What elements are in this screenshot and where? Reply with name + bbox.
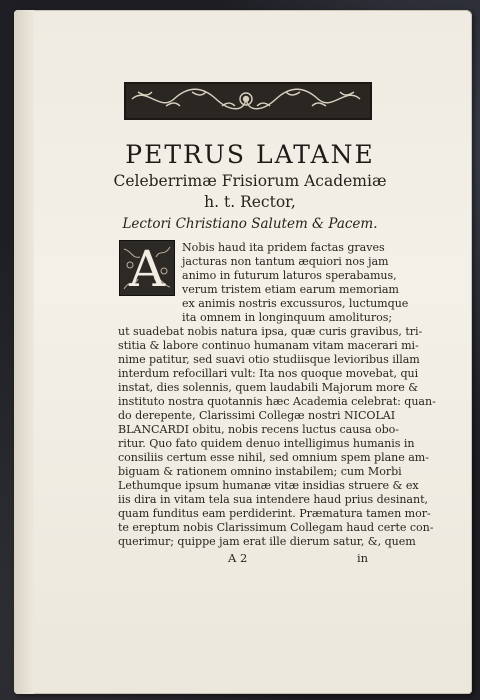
body-line: nime patitur, sed suavi otio studiisque levioribus illam: [118, 353, 420, 366]
body-line: interdum refocillari vult: Ita nos quoque movebat, qui: [118, 367, 419, 380]
page-gutter: [14, 10, 34, 694]
body-line: do derepente, Clarissimi Collegæ nostri NICOLAI: [118, 409, 396, 422]
page-title: PETRUS LATANE: [125, 140, 375, 169]
decorated-initial: [119, 240, 175, 296]
body-line: querimur; quippe jam erat ille dierum satur, &, quem: [118, 535, 416, 548]
body-line: te ereptum nobis Clarissimum Collegam haud certe con-: [118, 521, 434, 534]
body-line: biguam & rationem omnino instabilem; cum Morbi: [118, 465, 402, 478]
title-subtitle: Celeberrimæ Frisiorum Academiæ: [113, 172, 387, 190]
body-line: animo in futurum laturos sperabamus,: [182, 269, 397, 282]
ornamental-headpiece: [124, 82, 372, 120]
salutation-line: Lectori Christiano Salutem & Pacem.: [122, 216, 378, 232]
body-line: verum tristem etiam earum memoriam: [182, 283, 399, 296]
body-line: ritur. Quo fato quidem denuo intelligimus humanis in: [118, 437, 415, 450]
body-line: quam funditus eam perdiderint. Præmatura tamen mor-: [118, 507, 431, 520]
body-line: instat, dies solennis, quem laudabili Majorum more &: [118, 381, 419, 394]
body-line: BLANCARDI obitu, nobis recens luctus causa obo-: [118, 423, 399, 436]
body-line: jacturas non tantum æquiori nos jam: [182, 255, 389, 268]
body-line: stitia & labore continuo humanam vitam macerari mi-: [118, 339, 419, 352]
body-line: Lethumque ipsum humanæ vitæ insidias struere & ex: [118, 479, 419, 492]
catchword: in: [357, 551, 369, 565]
body-line: iis dira in vitam tela sua intendere haud prius desinant,: [118, 493, 428, 506]
initial-letter: A: [128, 240, 166, 298]
body-line: ex animis nostris excussuros, luctumque: [182, 297, 409, 310]
body-line: ita omnem in longinquum amolituros;: [182, 311, 393, 324]
page-signature: A 2: [228, 551, 248, 565]
body-line: ut suadebat nobis natura ipsa, quæ curis gravibus, tri-: [118, 325, 423, 338]
body-line: instituto nostra quotannis hæc Academia celebrat: quan-: [118, 395, 436, 408]
body-line: consiliis certum esse nihil, sed omnium spem plane am-: [118, 451, 429, 464]
body-line: Nobis haud ita pridem factas graves: [182, 241, 385, 254]
title-subtitle-rector: h. t. Rector,: [204, 193, 296, 211]
